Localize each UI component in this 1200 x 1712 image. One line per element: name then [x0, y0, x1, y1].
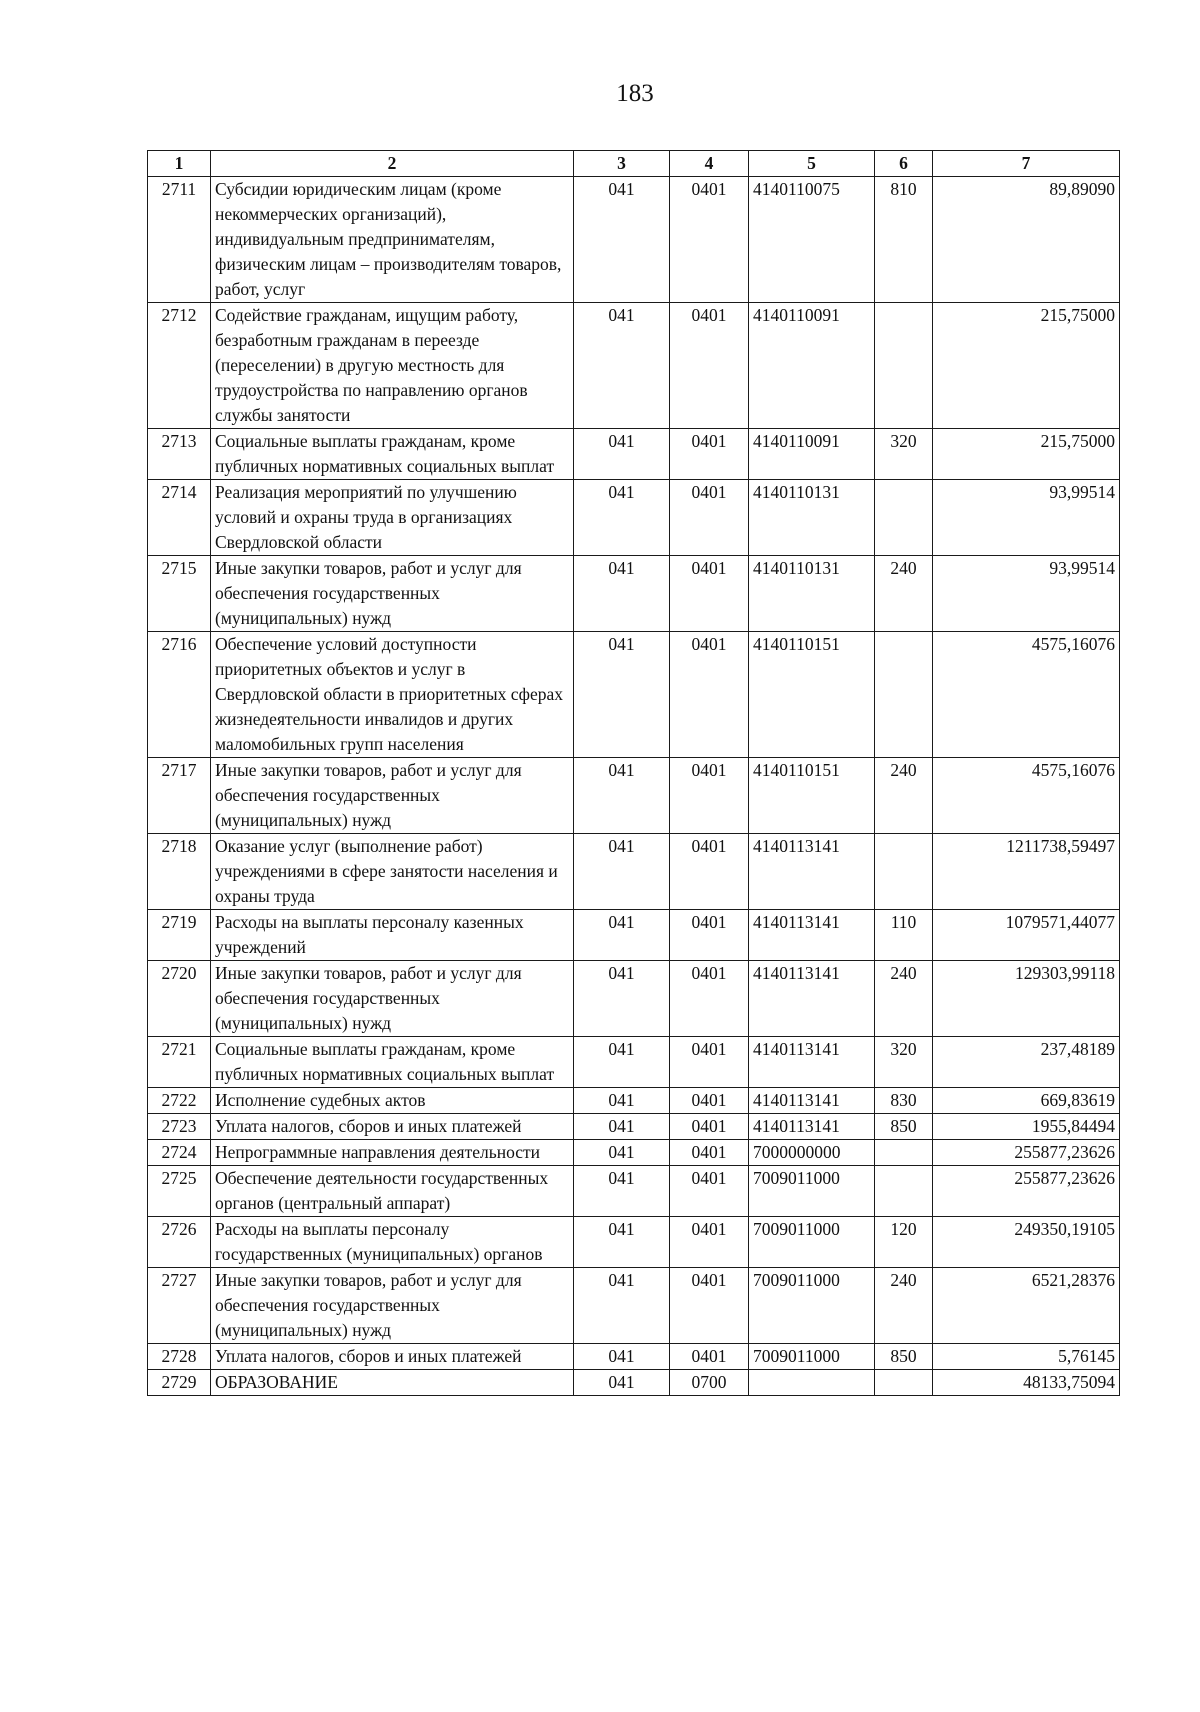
description-cell: Обеспечение деятельности государственных органов (центральный аппарат)	[211, 1166, 574, 1217]
expense-type-cell: 320	[875, 429, 933, 480]
budget-table	[147, 150, 1120, 1396]
table-row	[148, 1088, 1120, 1114]
section-code-cell: 0401	[670, 758, 749, 834]
row-number-cell: 2720	[148, 961, 211, 1037]
ministry-code-cell: 041	[574, 1114, 670, 1140]
table-body	[148, 177, 1120, 1396]
amount-cell: 93,99514	[933, 556, 1120, 632]
amount-cell: 89,89090	[933, 177, 1120, 303]
section-code-cell: 0401	[670, 480, 749, 556]
amount-cell: 4575,16076	[933, 758, 1120, 834]
column-header: 7	[933, 151, 1120, 177]
ministry-code-cell: 041	[574, 632, 670, 758]
row-number-cell: 2711	[148, 177, 211, 303]
section-code-cell: 0401	[670, 1140, 749, 1166]
row-number-cell: 2714	[148, 480, 211, 556]
ministry-code-cell: 041	[574, 429, 670, 480]
table-row	[148, 1217, 1120, 1268]
expense-type-cell	[875, 632, 933, 758]
section-code-cell: 0401	[670, 429, 749, 480]
table-row	[148, 1344, 1120, 1370]
description-cell: Обеспечение условий доступности приоритетных объектов и услуг в Свердловской области в приоритетных сферах жизнедеятельности инвалидов и других маломобильных групп населения	[211, 632, 574, 758]
target-code-cell: 7009011000	[749, 1166, 875, 1217]
description-cell: Иные закупки товаров, работ и услуг для обеспечения государственных (муниципальных) нужд	[211, 758, 574, 834]
ministry-code-cell: 041	[574, 303, 670, 429]
ministry-code-cell: 041	[574, 1268, 670, 1344]
section-code-cell: 0401	[670, 834, 749, 910]
expense-type-cell	[875, 1166, 933, 1217]
ministry-code-cell: 041	[574, 1166, 670, 1217]
ministry-code-cell: 041	[574, 556, 670, 632]
target-code-cell: 4140113141	[749, 1088, 875, 1114]
description-cell: Уплата налогов, сборов и иных платежей	[211, 1114, 574, 1140]
amount-cell: 5,76145	[933, 1344, 1120, 1370]
table-row	[148, 1166, 1120, 1217]
table-row	[148, 758, 1120, 834]
target-code-cell: 4140113141	[749, 1114, 875, 1140]
description-cell: Оказание услуг (выполнение работ) учреждениями в сфере занятости населения и охраны труда	[211, 834, 574, 910]
amount-cell: 93,99514	[933, 480, 1120, 556]
amount-cell: 48133,75094	[933, 1370, 1120, 1396]
row-number-cell: 2722	[148, 1088, 211, 1114]
table-row	[148, 1268, 1120, 1344]
description-cell: Субсидии юридическим лицам (кроме некоммерческих организаций), индивидуальным предпринимателям, физическим лицам – производителям товаров, работ, услуг	[211, 177, 574, 303]
expense-type-cell: 120	[875, 1217, 933, 1268]
column-header: 3	[574, 151, 670, 177]
row-number-cell: 2718	[148, 834, 211, 910]
ministry-code-cell: 041	[574, 1217, 670, 1268]
amount-cell: 237,48189	[933, 1037, 1120, 1088]
row-number-cell: 2727	[148, 1268, 211, 1344]
ministry-code-cell: 041	[574, 1037, 670, 1088]
expense-type-cell: 810	[875, 177, 933, 303]
table-row	[148, 1114, 1120, 1140]
section-code-cell: 0401	[670, 556, 749, 632]
target-code-cell: 7009011000	[749, 1344, 875, 1370]
target-code-cell: 4140110131	[749, 556, 875, 632]
ministry-code-cell: 041	[574, 834, 670, 910]
description-cell: Иные закупки товаров, работ и услуг для обеспечения государственных (муниципальных) нужд	[211, 961, 574, 1037]
expense-type-cell: 850	[875, 1344, 933, 1370]
section-code-cell: 0401	[670, 1268, 749, 1344]
section-code-cell: 0401	[670, 1037, 749, 1088]
row-number-cell: 2729	[148, 1370, 211, 1396]
table-row	[148, 429, 1120, 480]
target-code-cell: 4140110151	[749, 758, 875, 834]
expense-type-cell: 850	[875, 1114, 933, 1140]
section-code-cell: 0401	[670, 177, 749, 303]
expense-type-cell	[875, 1370, 933, 1396]
description-cell: Расходы на выплаты персоналу казенных учреждений	[211, 910, 574, 961]
amount-cell: 215,75000	[933, 303, 1120, 429]
target-code-cell: 4140110151	[749, 632, 875, 758]
amount-cell: 1079571,44077	[933, 910, 1120, 961]
description-cell: Расходы на выплаты персоналу государственных (муниципальных) органов	[211, 1217, 574, 1268]
table-row	[148, 910, 1120, 961]
ministry-code-cell: 041	[574, 1344, 670, 1370]
column-header: 2	[211, 151, 574, 177]
row-number-cell: 2723	[148, 1114, 211, 1140]
column-header: 4	[670, 151, 749, 177]
description-cell: Реализация мероприятий по улучшению условий и охраны труда в организациях Свердловской области	[211, 480, 574, 556]
target-code-cell: 7000000000	[749, 1140, 875, 1166]
description-cell: Непрограммные направления деятельности	[211, 1140, 574, 1166]
section-code-cell: 0401	[670, 1217, 749, 1268]
row-number-cell: 2712	[148, 303, 211, 429]
expense-type-cell: 110	[875, 910, 933, 961]
amount-cell: 4575,16076	[933, 632, 1120, 758]
target-code-cell: 4140113141	[749, 1037, 875, 1088]
section-code-cell: 0401	[670, 910, 749, 961]
expense-type-cell: 320	[875, 1037, 933, 1088]
description-cell: Социальные выплаты гражданам, кроме публичных нормативных социальных выплат	[211, 429, 574, 480]
header-row	[148, 151, 1120, 177]
amount-cell: 1955,84494	[933, 1114, 1120, 1140]
target-code-cell	[749, 1370, 875, 1396]
amount-cell: 129303,99118	[933, 961, 1120, 1037]
amount-cell: 249350,19105	[933, 1217, 1120, 1268]
description-cell: Уплата налогов, сборов и иных платежей	[211, 1344, 574, 1370]
row-number-cell: 2713	[148, 429, 211, 480]
amount-cell: 1211738,59497	[933, 834, 1120, 910]
target-code-cell: 4140110091	[749, 429, 875, 480]
column-header: 5	[749, 151, 875, 177]
ministry-code-cell: 041	[574, 758, 670, 834]
section-code-cell: 0401	[670, 1114, 749, 1140]
target-code-cell: 7009011000	[749, 1217, 875, 1268]
expense-type-cell	[875, 1140, 933, 1166]
ministry-code-cell: 041	[574, 480, 670, 556]
amount-cell: 255877,23626	[933, 1166, 1120, 1217]
table-row	[148, 632, 1120, 758]
description-cell: Содействие гражданам, ищущим работу, безработным гражданам в переезде (переселении) в другую местность для трудоустройства по направлению органов службы занятости	[211, 303, 574, 429]
row-number-cell: 2725	[148, 1166, 211, 1217]
table-row	[148, 961, 1120, 1037]
ministry-code-cell: 041	[574, 1140, 670, 1166]
target-code-cell: 4140110091	[749, 303, 875, 429]
row-number-cell: 2728	[148, 1344, 211, 1370]
target-code-cell: 4140113141	[749, 834, 875, 910]
row-number-cell: 2716	[148, 632, 211, 758]
row-number-cell: 2717	[148, 758, 211, 834]
description-cell: Иные закупки товаров, работ и услуг для обеспечения государственных (муниципальных) нужд	[211, 556, 574, 632]
amount-cell: 6521,28376	[933, 1268, 1120, 1344]
description-cell: Иные закупки товаров, работ и услуг для обеспечения государственных (муниципальных) нужд	[211, 1268, 574, 1344]
target-code-cell: 4140113141	[749, 910, 875, 961]
ministry-code-cell: 041	[574, 177, 670, 303]
table-row	[148, 1037, 1120, 1088]
ministry-code-cell: 041	[574, 1370, 670, 1396]
row-number-cell: 2724	[148, 1140, 211, 1166]
expense-type-cell: 240	[875, 1268, 933, 1344]
description-cell: Социальные выплаты гражданам, кроме публичных нормативных социальных выплат	[211, 1037, 574, 1088]
expense-type-cell: 240	[875, 556, 933, 632]
expense-type-cell: 240	[875, 758, 933, 834]
ministry-code-cell: 041	[574, 961, 670, 1037]
table-row	[148, 480, 1120, 556]
ministry-code-cell: 041	[574, 910, 670, 961]
column-header: 6	[875, 151, 933, 177]
section-code-cell: 0700	[670, 1370, 749, 1396]
row-number-cell: 2715	[148, 556, 211, 632]
expense-type-cell: 240	[875, 961, 933, 1037]
page-number: 183	[616, 80, 654, 107]
target-code-cell: 4140110131	[749, 480, 875, 556]
expense-type-cell	[875, 303, 933, 429]
section-code-cell: 0401	[670, 303, 749, 429]
amount-cell: 255877,23626	[933, 1140, 1120, 1166]
amount-cell: 215,75000	[933, 429, 1120, 480]
table-row	[148, 1370, 1120, 1396]
row-number-cell: 2719	[148, 910, 211, 961]
section-code-cell: 0401	[670, 1088, 749, 1114]
table-row	[148, 556, 1120, 632]
target-code-cell: 7009011000	[749, 1268, 875, 1344]
section-code-cell: 0401	[670, 1166, 749, 1217]
ministry-code-cell: 041	[574, 1088, 670, 1114]
expense-type-cell	[875, 480, 933, 556]
column-header: 1	[148, 151, 211, 177]
expense-type-cell	[875, 834, 933, 910]
description-cell: Исполнение судебных актов	[211, 1088, 574, 1114]
amount-cell: 669,83619	[933, 1088, 1120, 1114]
row-number-cell: 2726	[148, 1217, 211, 1268]
table-row	[148, 303, 1120, 429]
section-code-cell: 0401	[670, 1344, 749, 1370]
row-number-cell: 2721	[148, 1037, 211, 1088]
target-code-cell: 4140110075	[749, 177, 875, 303]
section-code-cell: 0401	[670, 632, 749, 758]
table-row	[148, 177, 1120, 303]
target-code-cell: 4140113141	[749, 961, 875, 1037]
section-code-cell: 0401	[670, 961, 749, 1037]
table-row	[148, 1140, 1120, 1166]
table-row	[148, 834, 1120, 910]
expense-type-cell: 830	[875, 1088, 933, 1114]
description-cell: ОБРАЗОВАНИЕ	[211, 1370, 574, 1396]
